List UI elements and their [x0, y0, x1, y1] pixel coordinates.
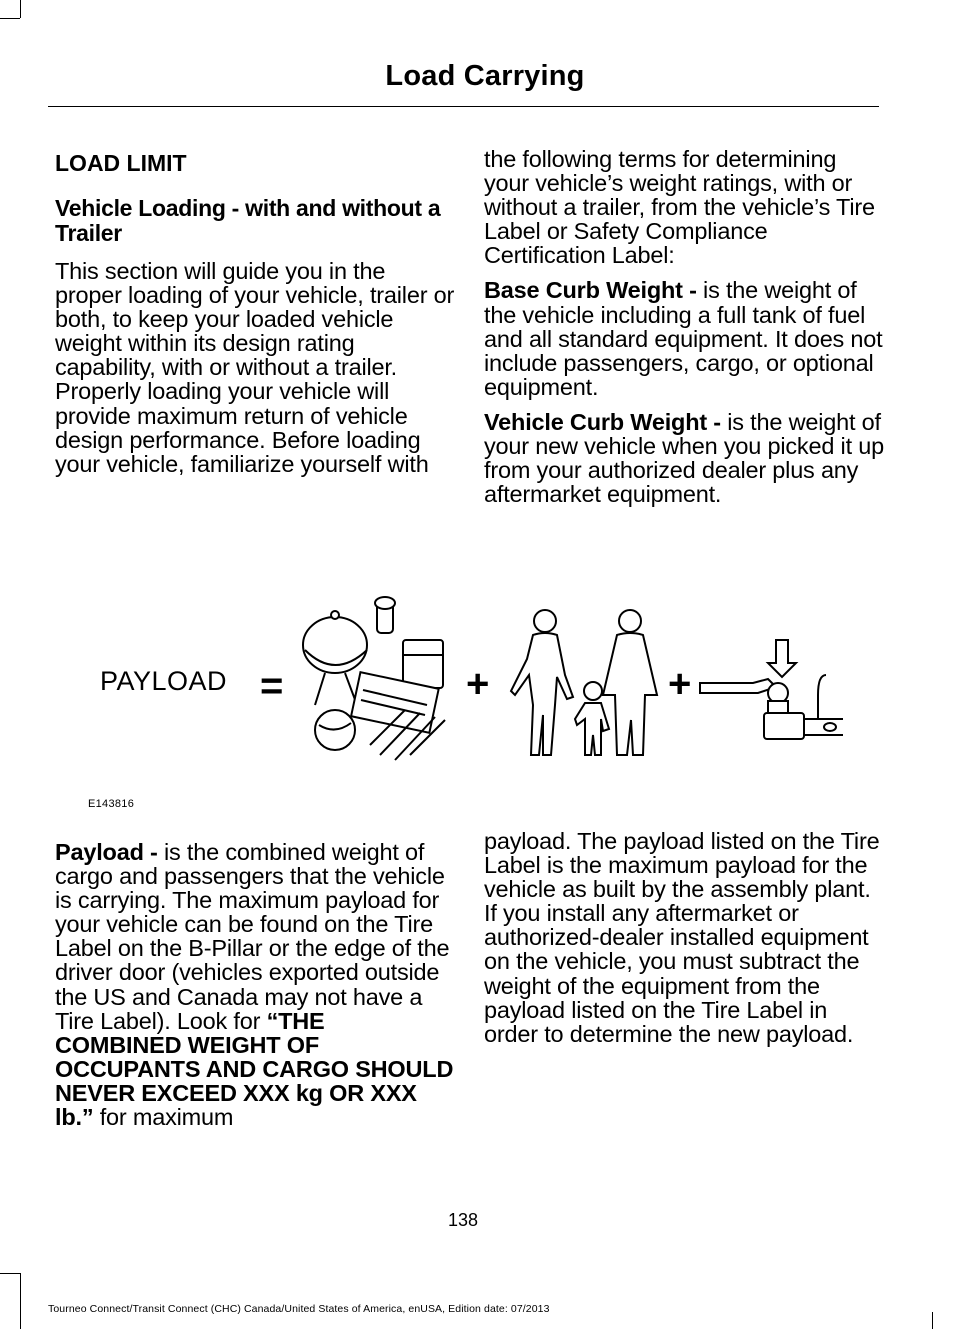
term-definition: is the weight of the vehicle including a full tank of fuel and all standard equipment. It does not include passengers, cargo, or optional equipment. — [484, 277, 883, 400]
passengers-icon — [505, 605, 665, 765]
page-title: Load Carrying — [385, 60, 585, 92]
payload-paragraph — [55, 840, 455, 1129]
payload-text-end: for maximum — [93, 1104, 234, 1131]
cargo-icon — [295, 595, 455, 770]
plus-sign: + — [466, 662, 490, 706]
payload-warning: “THE COMBINED WEIGHT OF OCCUPANTS AND CARGO SHOULD NEVER EXCEED XXX kg OR XXX lb.” — [55, 1007, 454, 1131]
column-right-top — [484, 147, 884, 506]
term-label: Base Curb Weight - — [484, 277, 697, 304]
column-right-bottom — [484, 829, 884, 1046]
payload-label: PAYLOAD — [100, 666, 228, 696]
term-definition: is the weight of your new vehicle when you picked it up from your authorized dealer plus any aftermarket equipment. — [484, 408, 884, 508]
term-label: Vehicle Curb Weight - — [484, 408, 721, 435]
crop-mark-top-left-h — [0, 18, 20, 19]
crop-mark-bottom-right — [932, 1312, 933, 1329]
crop-mark-bottom-left — [20, 1273, 21, 1329]
payload-illustration — [90, 590, 850, 770]
intro-continued: the following terms for determining your vehicle’s weight ratings, with or without a trailer, from the vehicle’s Tire Label or Safety Compliance Certification Label: — [484, 146, 875, 269]
term-base-curb-weight — [484, 278, 884, 398]
page-number: 138 — [447, 1210, 479, 1230]
footer-edition: Tourneo Connect/Transit Connect (CHC) Canada/United States of America, enUSA, Edition date: 07/2013 — [48, 1303, 550, 1315]
column-left-top — [55, 150, 455, 476]
intro-paragraph: This section will guide you in the proper loading of your vehicle, trailer or both, to keep your loaded vehicle weight within its design rating capability, with or without a trailer. Properly loading your vehicle will provide maximum return of vehicle design performance. Before loading your vehicle, familiarize yourself with — [55, 258, 455, 477]
figure-code: E143816 — [88, 798, 135, 810]
crop-mark-bottom-left-h — [0, 1273, 20, 1274]
column-left-bottom — [55, 840, 455, 1129]
section-subheading: Vehicle Loading - with and without a Trailer — [55, 195, 441, 246]
term-label: Payload - — [55, 839, 158, 865]
header-divider — [48, 106, 879, 107]
equals-sign: = — [260, 664, 284, 708]
hitch-icon — [698, 635, 848, 745]
payload-text: is the combined weight of cargo and passengers that the vehicle is carrying. The maximum payload for your vehicle can be found on the Tire Label on the B-Pillar or the edge of the driver door (vehicles exported outside the US and Canada may not have a Tire Label). Look for — [55, 839, 450, 1034]
crop-mark-top-left — [20, 0, 21, 18]
payload-continued: payload. The payload listed on the Tire Label is the maximum payload for the vehicle as built by the assembly plant. If you install any aftermarket or authorized-dealer installed equipment on the vehicle, you must subtract the weight of the equipment from the payload listed on the Tire Label in order to determine the new payload. — [484, 828, 880, 1047]
section-heading: LOAD LIMIT — [55, 150, 187, 176]
plus-sign: + — [668, 662, 692, 706]
term-vehicle-curb-weight — [484, 410, 884, 506]
